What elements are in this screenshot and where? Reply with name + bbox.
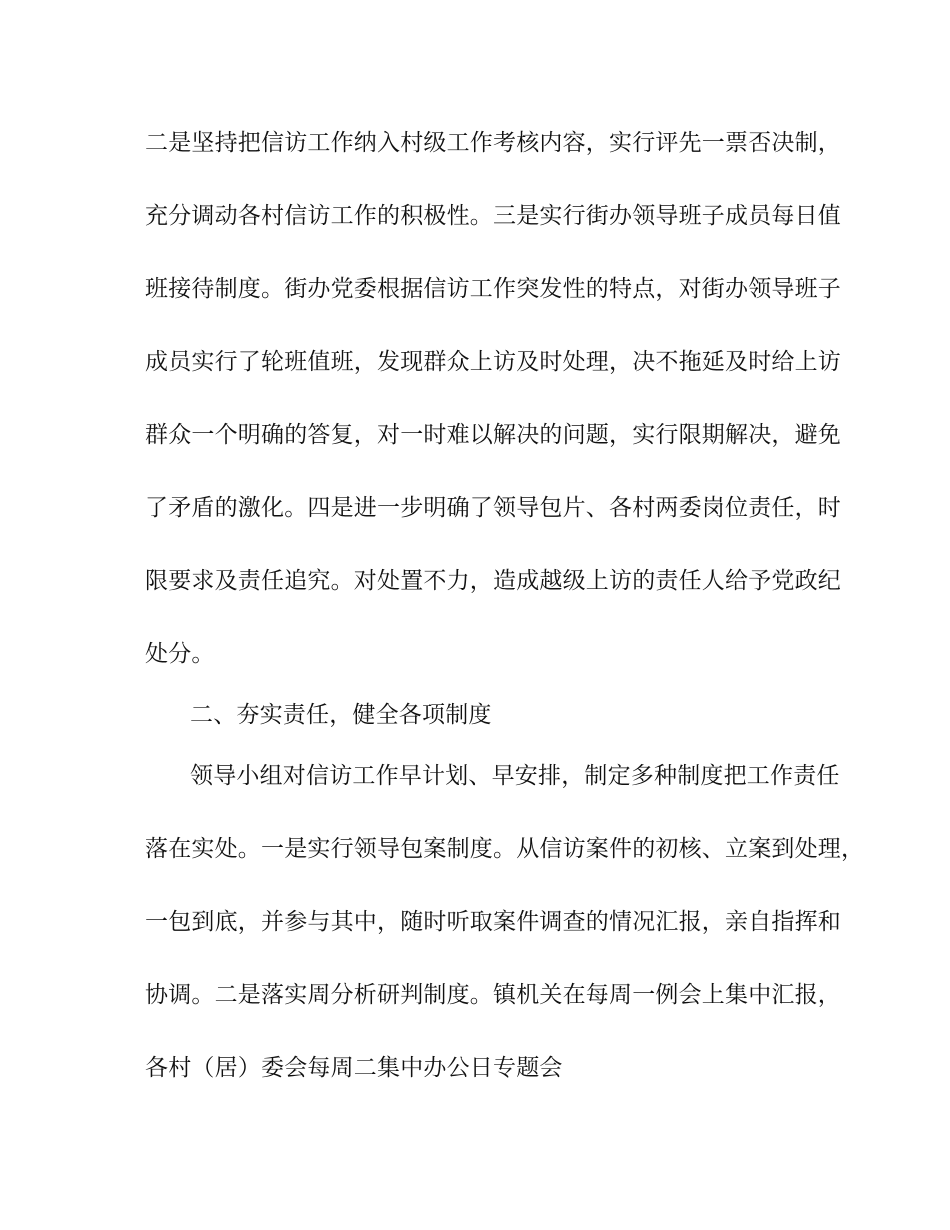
paragraph-1-line-8: 处分。 xyxy=(145,641,215,667)
section-heading: 二、夯实责任，健全各项制度 xyxy=(190,702,492,728)
paragraph-1-line-3: 班接待制度。街办党委根据信访工作突发性的特点，对街办领导班子 xyxy=(145,276,841,302)
paragraph-1-line-1: 二是坚持把信访工作纳入村级工作考核内容，实行评先一票否决制， xyxy=(145,130,841,156)
paragraph-1-line-2: 充分调动各村信访工作的积极性。三是实行街办领导班子成员每日值 xyxy=(145,203,841,229)
paragraph-2-line-1: 领导小组对信访工作早计划、早安排，制定多种制度把工作责任 xyxy=(190,763,840,789)
paragraph-2-line-2: 落在实处。一是实行领导包案制度。从信访案件的初核、立案到处理， xyxy=(145,836,865,862)
paragraph-1-line-5: 群众一个明确的答复，对一时难以解决的问题，实行限期解决，避免 xyxy=(145,422,841,448)
paragraph-2-line-3: 一包到底，并参与其中，随时听取案件调查的情况汇报，亲自指挥和 xyxy=(145,909,841,935)
paragraph-1-line-6: 了矛盾的激化。四是进一步明确了领导包片、各村两委岗位责任，时 xyxy=(145,495,841,521)
paragraph-1-line-7: 限要求及责任追究。对处置不力，造成越级上访的责任人给予党政纪 xyxy=(145,568,841,594)
paragraph-2-line-4: 协调。二是落实周分析研判制度。镇机关在每周一例会上集中汇报， xyxy=(145,982,841,1008)
paragraph-1-line-4: 成员实行了轮班值班，发现群众上访及时处理，决不拖延及时给上访 xyxy=(145,349,841,375)
paragraph-2-line-5: 各村（居）委会每周二集中办公日专题会 xyxy=(145,1055,563,1081)
